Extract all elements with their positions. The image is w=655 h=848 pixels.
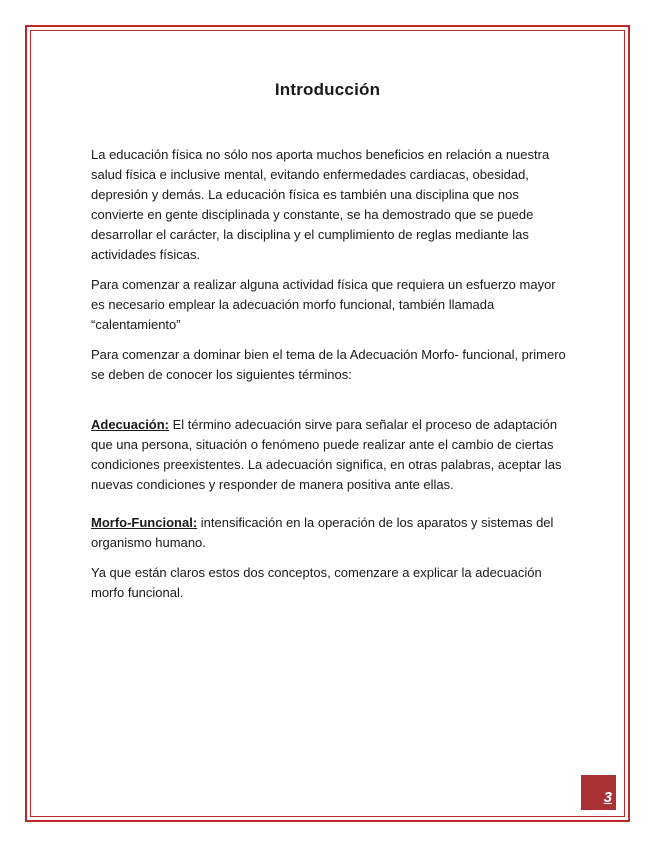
paragraph-calentamiento: Para comenzar a realizar alguna actividad física que requiera un esfuerzo mayor es necesario emplear la adecuación morfo funcional, también llamada “calentamiento” (91, 277, 556, 332)
paragraph-conclusion: Ya que están claros estos dos conceptos, comenzare a explicar la adecuación morfo funcional. (91, 565, 542, 600)
definition-morfo-funcional (91, 513, 571, 553)
page-number: 3 (603, 789, 612, 806)
definition-morfo-funcional-text: intensificación en la operación de los aparatos y sistemas del organismo humano. (91, 515, 554, 550)
page-number-badge (581, 775, 616, 810)
term-adecuacion: Adecuación: (91, 417, 170, 432)
term-morfo-funcional: Morfo-Funcional: (91, 515, 198, 530)
document-body (91, 145, 571, 613)
definition-adecuacion (91, 415, 571, 495)
page-title: Introducción (274, 80, 381, 99)
paragraph-intro: La educación física no sólo nos aporta muchos beneficios en relación a nuestra salud física e inclusive mental, evitando enfermedades cardiacas, obesidad, depresión y demás. La educación física es también una disciplina que nos convierte en gente disciplinada y constante, se ha demostrado que se puede desarrollar el carácter, la disciplina y el cumplimiento de reglas mediante las actividades físicas. (91, 147, 550, 262)
definition-adecuacion-text: El término adecuación sirve para señalar el proceso de adaptación que una persona, situación o fenómeno puede realizar ante el cambio de ciertas condiciones preexistentes. La adecuación significa, en otras palabras, aceptar las nuevas condiciones y responder de manera positiva ante ellas. (91, 417, 562, 492)
paragraph-terminos: Para comenzar a dominar bien el tema de la Adecuación Morfo- funcional, primero se deben de conocer los siguientes términos: (91, 347, 566, 382)
